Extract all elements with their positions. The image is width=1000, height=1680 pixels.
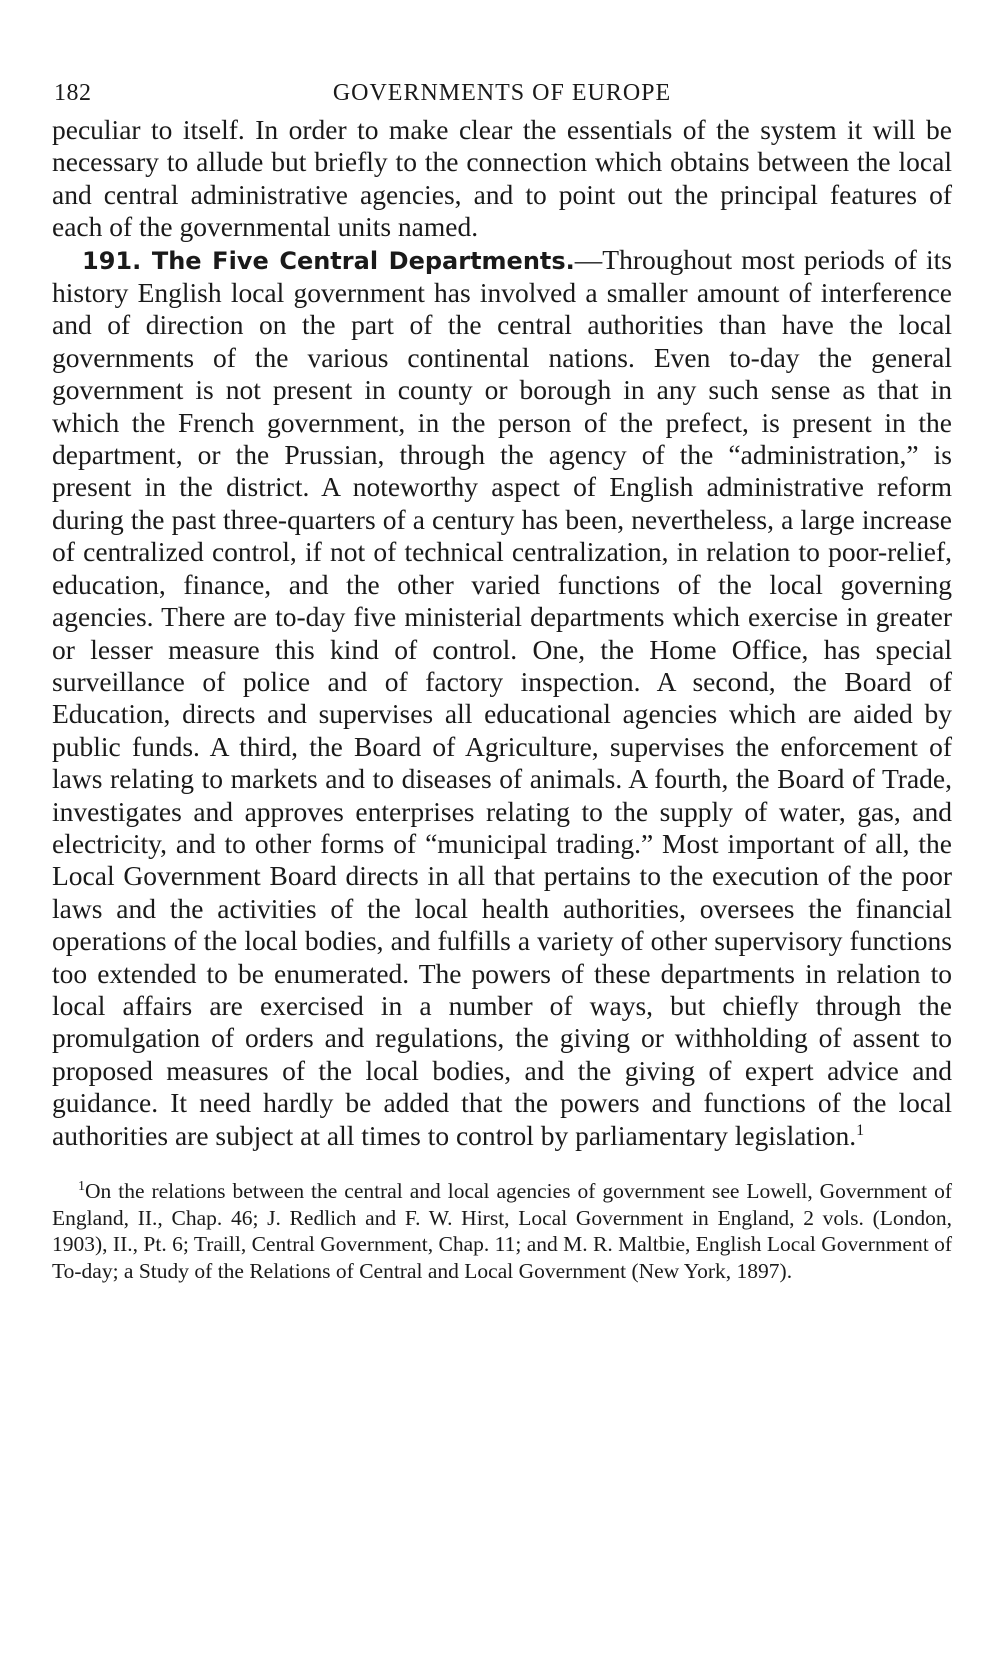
- section-body-text: —Throughout most periods of its history English local government has involved a smaller amount of interference and of direction on the part of the central authorities than have the local governments of the various continental nations. Even to-day the general government is not present in county or borough in any such sense as that in which the French government, in the person of the prefect, is present in the department, or the Prussian, through the agency of the “administration,” is present in the district. A noteworthy aspect of English administrative reform during the past three-quarters of a century has been, nevertheless, a large increase of centralized control, if not of technical centralization, in relation to poor-relief, education, finance, and the other varied functions of the local governing agencies. There are to-day five ministerial departments which exercise in greater or lesser measure this kind of control. One, the Home Office, has special surveillance of police and of factory inspection. A second, the Board of Education, directs and supervises all educational agencies which are aided by public funds. A third, the Board of Agriculture, supervises the enforcement of laws relating to markets and to diseases of animals. A fourth, the Board of Trade, investigates and approves enterprises relating to the supply of water, gas, and electricity, and to other forms of “municipal trading.” Most important of all, the Local Government Board directs in all that pertains to the execution of the poor laws and the activities of the local health authorities, oversees the financial operations of the local bodies, and fulfills a variety of other supervisory functions too extended to be enumerated. The powers of these departments in relation to local affairs are exercised in a number of ways, but chiefly through the promulgation of orders and regulations, the giving or withholding of assent to proposed measures of the local bodies, and the giving of expert advice and guidance. It need hardly be added that the powers and functions of the local authorities are subject at all times to control by parliamentary legislation.: [52, 243, 952, 1151]
- page-number: 182: [54, 80, 92, 106]
- running-head: [52, 70, 952, 114]
- body-text: [52, 114, 952, 1152]
- footnote-mark: 1: [78, 1178, 85, 1194]
- book-page: [52, 70, 952, 1284]
- section-paragraph: [52, 244, 952, 1152]
- section-heading: 191. The Five Central Departments.: [82, 246, 575, 275]
- running-title: GOVERNMENTS OF EUROPE: [332, 80, 672, 106]
- footnote-text: On the relations between the central and local agencies of government see Lowell, Government of England, II., Chap. 46; J. Redlich and F. W. Hirst, Local Government in England, 2 vols. (London, 1903), II., Pt. 6; Traill, Central Government, Chap. 11; and M. R. Maltbie, English Local Government of To-day; a Study of the Relations of Central and Local Government (New York, 1897).: [52, 1179, 952, 1283]
- footnote: [52, 1178, 952, 1284]
- paragraph-continued: peculiar to itself. In order to make clear the essentials of the system it will be necessary to allude but briefly to the connection which obtains between the local and central administrative agencies, and to point out the principal features of each of the governmental units named.: [52, 114, 952, 243]
- footnote-reference[interactable]: 1: [856, 1121, 865, 1139]
